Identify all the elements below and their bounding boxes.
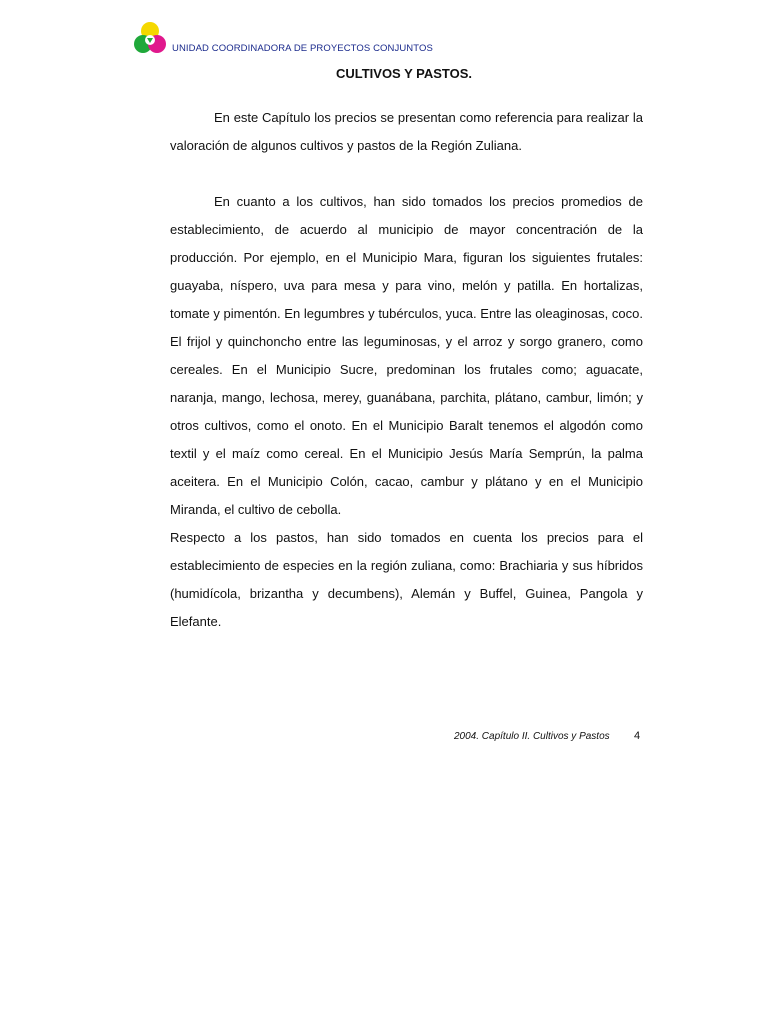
- organization-name: UNIDAD COORDINADORA DE PROYECTOS CONJUNTOS: [172, 42, 433, 54]
- document-title: CULTIVOS Y PASTOS.: [335, 66, 473, 81]
- paragraph-intro: En este Capítulo los precios se presentan como referencia para realizar la valoración de algunos cultivos y pastos de la Región Zuliana.: [170, 110, 643, 153]
- document-body: [170, 104, 643, 636]
- footer-chapter-label: 2004. Capítulo II. Cultivos y Pastos: [454, 731, 610, 742]
- paragraph-pastos: Respecto a los pastos, han sido tomados en cuenta los precios para el establecimiento de especies en la región zuliana, como: Brachiaria y sus híbridos (humidícola, brizantha y decumbens), Alemán y Buffel, Guinea, Pangola y Elefante.: [170, 530, 643, 629]
- page-header: [132, 20, 433, 56]
- tricolor-circles-logo-icon: [132, 20, 168, 56]
- page-number: 4: [634, 730, 641, 742]
- paragraph-cultivos: En cuanto a los cultivos, han sido tomados los precios promedios de establecimiento, de acuerdo al municipio de mayor concentración de la producción. Por ejemplo, en el Municipio Mara, figuran los siguientes frutales: guayaba, níspero, uva para mesa y para vino, melón y patilla. En hortalizas, tomate y pimentón. En legumbres y tubérculos, yuca. Entre las oleaginosas, coco. El frijol y quinchoncho entre las leguminosas, y el arroz y sorgo granero, como cereales. En el Municipio Sucre, predominan los frutales como; aguacate, naranja, mango, lechosa, merey, guanábana, parchita, plátano, cambur, limón; y otros cultivos, como el onoto. En el Municipio Baralt tenemos el algodón como textil y el maíz como cereal. En el Municipio Jesús María Semprún, la palma aceitera. En el Municipio Colón, cacao, cambur y plátano y en el Municipio Miranda, el cultivo de cebolla.: [170, 194, 643, 517]
- paragraph-gap: [170, 160, 643, 188]
